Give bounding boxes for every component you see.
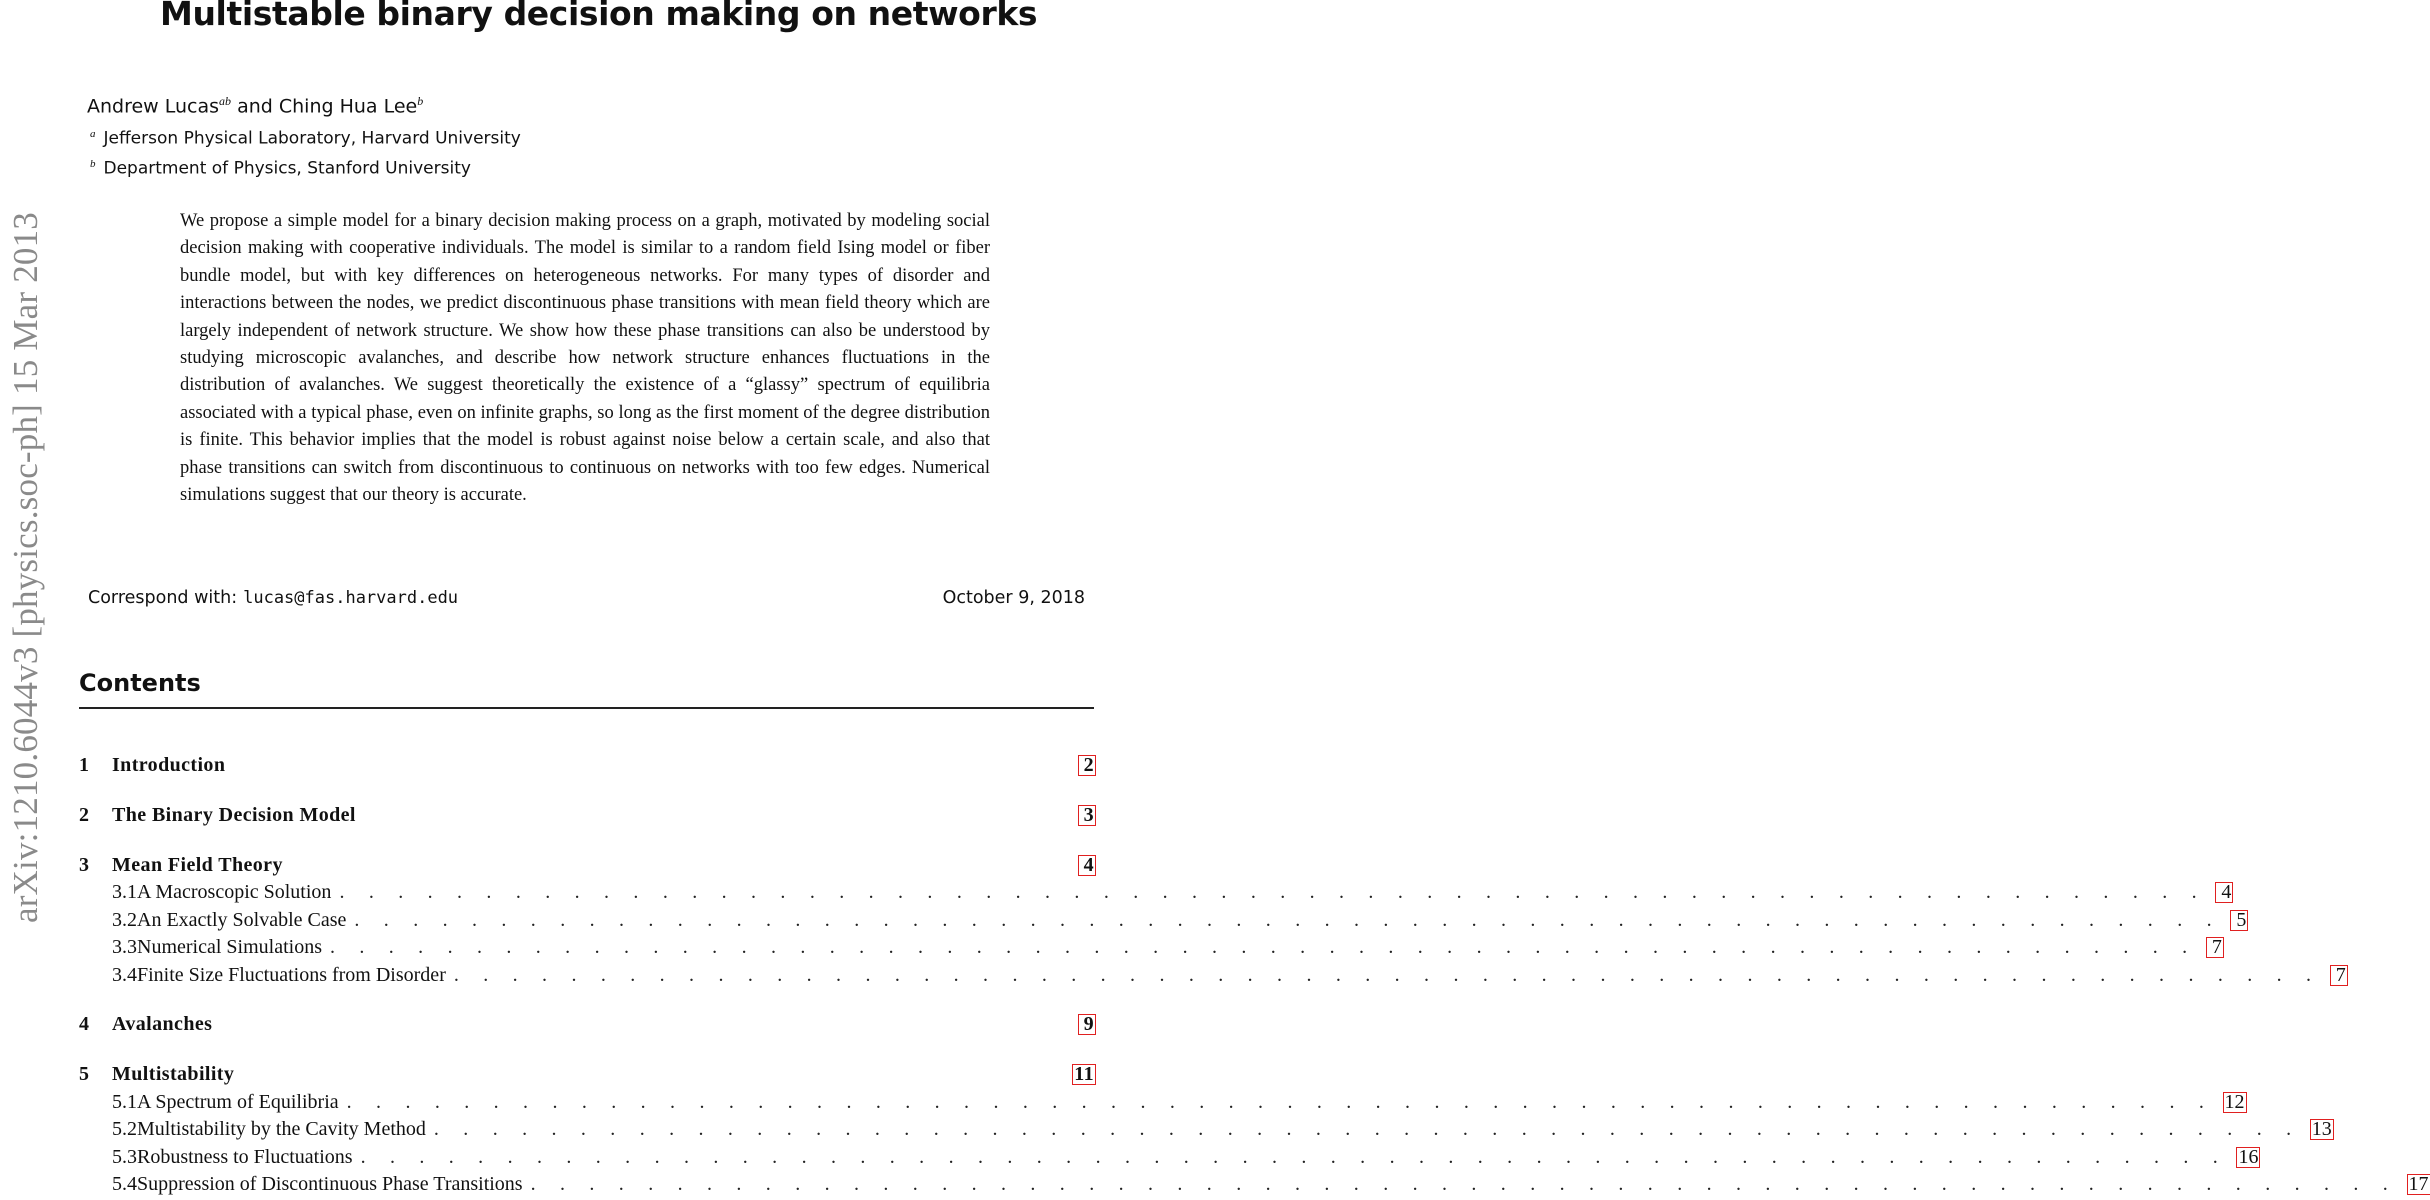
paper-date: October 9, 2018 (942, 588, 1085, 608)
affiliation-text: Jefferson Physical Laboratory, Harvard University (103, 128, 521, 149)
correspond-label: Correspond with: (88, 588, 238, 608)
toc-number: 5.3 (112, 1146, 137, 1168)
toc-subsection[interactable] (79, 909, 2247, 935)
toc-label: An Exactly Solvable Case (137, 909, 347, 931)
toc-section[interactable] (79, 1063, 1095, 1089)
toc-label: Numerical Simulations (137, 936, 322, 958)
toc-number: 1 (79, 754, 90, 776)
toc-number: 5.1 (112, 1091, 137, 1113)
toc-section[interactable] (79, 854, 1095, 880)
toc-number: 5 (79, 1063, 90, 1085)
toc-number: 5.2 (112, 1118, 137, 1140)
toc-leader: . . . . . . . . . . . . . . . . . . . . . . . . . . . . . . . . . . . . . . . . . . . . . . . . . . . . . . . . . . . . . . . . (360, 1146, 2228, 1168)
toc-number: 5.4 (112, 1173, 137, 1195)
toc-subsection[interactable] (79, 881, 2232, 907)
toc-subsection[interactable] (79, 1091, 2245, 1117)
toc-leader: . . . . . . . . . . . . . . . . . . . . . . . . . . . . . . . . . . . . . . . . . . . . . . . . . . . . . . . . . . . . . . . . (433, 1118, 2301, 1140)
toc-number: 3 (79, 854, 90, 876)
toc-page-link[interactable]: 2 (1079, 756, 1095, 775)
toc-label: Introduction (112, 754, 226, 776)
toc-page-link[interactable]: 7 (2331, 966, 2347, 985)
toc-label: Multistability (112, 1063, 235, 1085)
toc-number: 4 (79, 1013, 90, 1035)
toc-leader: . . . . . . . . . . . . . . . . . . . . . . . . . . . . . . . . . . . . . . . . . . . . . . . . . . . . . . . . . . . . . . . . (354, 909, 2222, 931)
author-name: Ching Hua Lee (278, 95, 418, 118)
toc-section[interactable] (79, 754, 1095, 780)
toc-page-link[interactable]: 13 (2311, 1118, 2332, 1140)
toc-subsection[interactable] (79, 1173, 2429, 1199)
toc-page-link[interactable]: 3 (1079, 806, 1095, 825)
author-name: Andrew Lucas (87, 95, 220, 118)
paper-title: Multistable binary decision making on networks (160, 0, 1038, 33)
toc-page-link[interactable]: 17 (2408, 1173, 2429, 1195)
toc-label: Suppression of Discontinuous Phase Transitions (137, 1173, 523, 1195)
toc-section[interactable] (79, 1013, 1095, 1039)
toc-number: 3.4 (112, 964, 137, 986)
arxiv-identifier: arXiv:1210.6044v3 [physics.soc-ph] 15 Mar 2013 (6, 211, 45, 924)
author-affiliation-mark: b (417, 94, 424, 108)
author-affiliation-mark: ab (219, 94, 232, 108)
toc-page-link[interactable]: 4 (2216, 883, 2232, 902)
toc-number: 3.1 (112, 881, 137, 903)
toc-subsection[interactable] (79, 964, 2346, 990)
toc-page-link[interactable]: 7 (2207, 938, 2223, 957)
toc-page-link[interactable]: 11 (1074, 1063, 1094, 1085)
abstract: We propose a simple model for a binary decision making process on a graph, motivated by modeling social decision making with cooperative individuals. The model is similar to a random field Ising model or fiber bundle model, but with key differences on heterogeneous networks. For many types of disorder and interactions between the nodes, we predict discontinuous phase transitions with mean field theory which are largely independent of network structure. We show how these phase transitions can also be understood by studying microscopic avalanches, and describe how network structure enhances fluctuations in the distribution of avalanches. We suggest theoretically the existence of a “glassy” spectrum of equilibria associated with a typical phase, even on infinite graphs, so long as the first moment of the degree distribution is finite. This behavior implies that the model is robust against noise below a certain scale, and also that phase transitions can switch from discontinuous to continuous on networks with too few edges. Numerical simulations suggest that our theory is accurate. (180, 211, 990, 506)
toc-leader: . . . . . . . . . . . . . . . . . . . . . . . . . . . . . . . . . . . . . . . . . . . . . . . . . . . . . . . . . . . . . . . . (329, 936, 2197, 958)
toc-page-link[interactable]: 12 (2224, 1091, 2245, 1113)
toc-page-link[interactable]: 4 (1079, 856, 1095, 875)
toc-number: 3.2 (112, 909, 137, 931)
toc-label: The Binary Decision Model (112, 804, 356, 826)
toc-subsection[interactable] (79, 1118, 2332, 1144)
correspond-email[interactable]: lucas@fas.harvard.edu (243, 588, 459, 608)
toc-page-link[interactable]: 9 (1079, 1015, 1095, 1034)
toc-subsection[interactable] (79, 1146, 2259, 1172)
affiliation-mark: a (90, 128, 96, 140)
toc-leader: . . . . . . . . . . . . . . . . . . . . . . . . . . . . . . . . . . . . . . . . . . . . . . . . . . . . . . . . . . . . . . . . (530, 1173, 2398, 1195)
toc-leader: . . . . . . . . . . . . . . . . . . . . . . . . . . . . . . . . . . . . . . . . . . . . . . . . . . . . . . . . . . . . . . . . (346, 1091, 2214, 1113)
toc-page-link[interactable]: 16 (2238, 1146, 2259, 1168)
toc-label: Mean Field Theory (112, 854, 283, 876)
contents-heading: Contents (79, 669, 201, 697)
toc-label: A Spectrum of Equilibria (137, 1091, 339, 1113)
toc-leader: . . . . . . . . . . . . . . . . . . . . . . . . . . . . . . . . . . . . . . . . . . . . . . . . . . . . . . . . . . . . . . . . (453, 964, 2321, 986)
toc-label: Avalanches (112, 1013, 213, 1035)
toc-section[interactable] (79, 804, 1095, 830)
toc-label: Finite Size Fluctuations from Disorder (137, 964, 446, 986)
toc-number: 2 (79, 804, 90, 826)
author-conjunction: and (231, 95, 279, 118)
toc-leader: . . . . . . . . . . . . . . . . . . . . . . . . . . . . . . . . . . . . . . . . . . . . . . . . . . . . . . . . . . . . . . . . (339, 881, 2207, 903)
toc-subsection[interactable] (79, 936, 2222, 962)
toc-label: A Macroscopic Solution (137, 881, 332, 903)
toc-number: 3.3 (112, 936, 137, 958)
toc-label: Multistability by the Cavity Method (137, 1118, 426, 1140)
toc-label: Robustness to Fluctuations (137, 1146, 353, 1168)
affiliation-text: Department of Physics, Stanford University (103, 158, 471, 179)
affiliation-mark: b (90, 158, 96, 170)
toc-page-link[interactable]: 5 (2231, 911, 2247, 930)
